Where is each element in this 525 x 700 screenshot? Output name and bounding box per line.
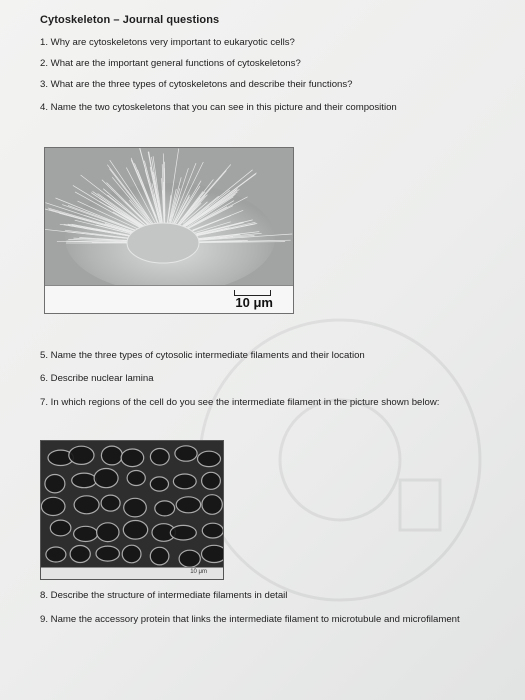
question-9: 9. Name the accessory protein that links the intermediate filament to microtubule and microfilament	[40, 614, 460, 625]
question-2: 2. What are the important general functions of cytoskeletons?	[40, 58, 301, 69]
micrograph-intermediate-filaments-image	[41, 441, 223, 567]
scale-bar-label-2: 10 μm	[190, 569, 207, 575]
question-5: 5. Name the three types of cytosolic intermediate filaments and their location	[40, 350, 365, 361]
scale-bar-label: 10 μm	[235, 295, 273, 310]
question-3: 3. What are the three types of cytoskeletons and describe their functions?	[40, 79, 353, 90]
question-4: 4. Name the two cytoskeletons that you can see in this picture and their composition	[40, 102, 397, 113]
question-6: 6. Describe nuclear lamina	[40, 373, 154, 384]
question-1: 1. Why are cytoskeletons very important to eukaryotic cells?	[40, 37, 295, 48]
scale-bar-panel-2	[41, 567, 223, 580]
page-title: Cytoskeleton – Journal questions	[40, 14, 220, 26]
scale-bar-panel	[45, 285, 293, 314]
micrograph-intermediate-filaments	[40, 440, 224, 580]
question-8: 8. Describe the structure of intermediate filaments in detail	[40, 590, 288, 601]
micrograph-cytoskeleton	[44, 147, 294, 314]
micrograph-cytoskeleton-image	[45, 148, 293, 285]
bleed-through-diagram	[180, 300, 500, 620]
question-7: 7. In which regions of the cell do you see the intermediate filament in the picture shown below:	[40, 397, 440, 408]
